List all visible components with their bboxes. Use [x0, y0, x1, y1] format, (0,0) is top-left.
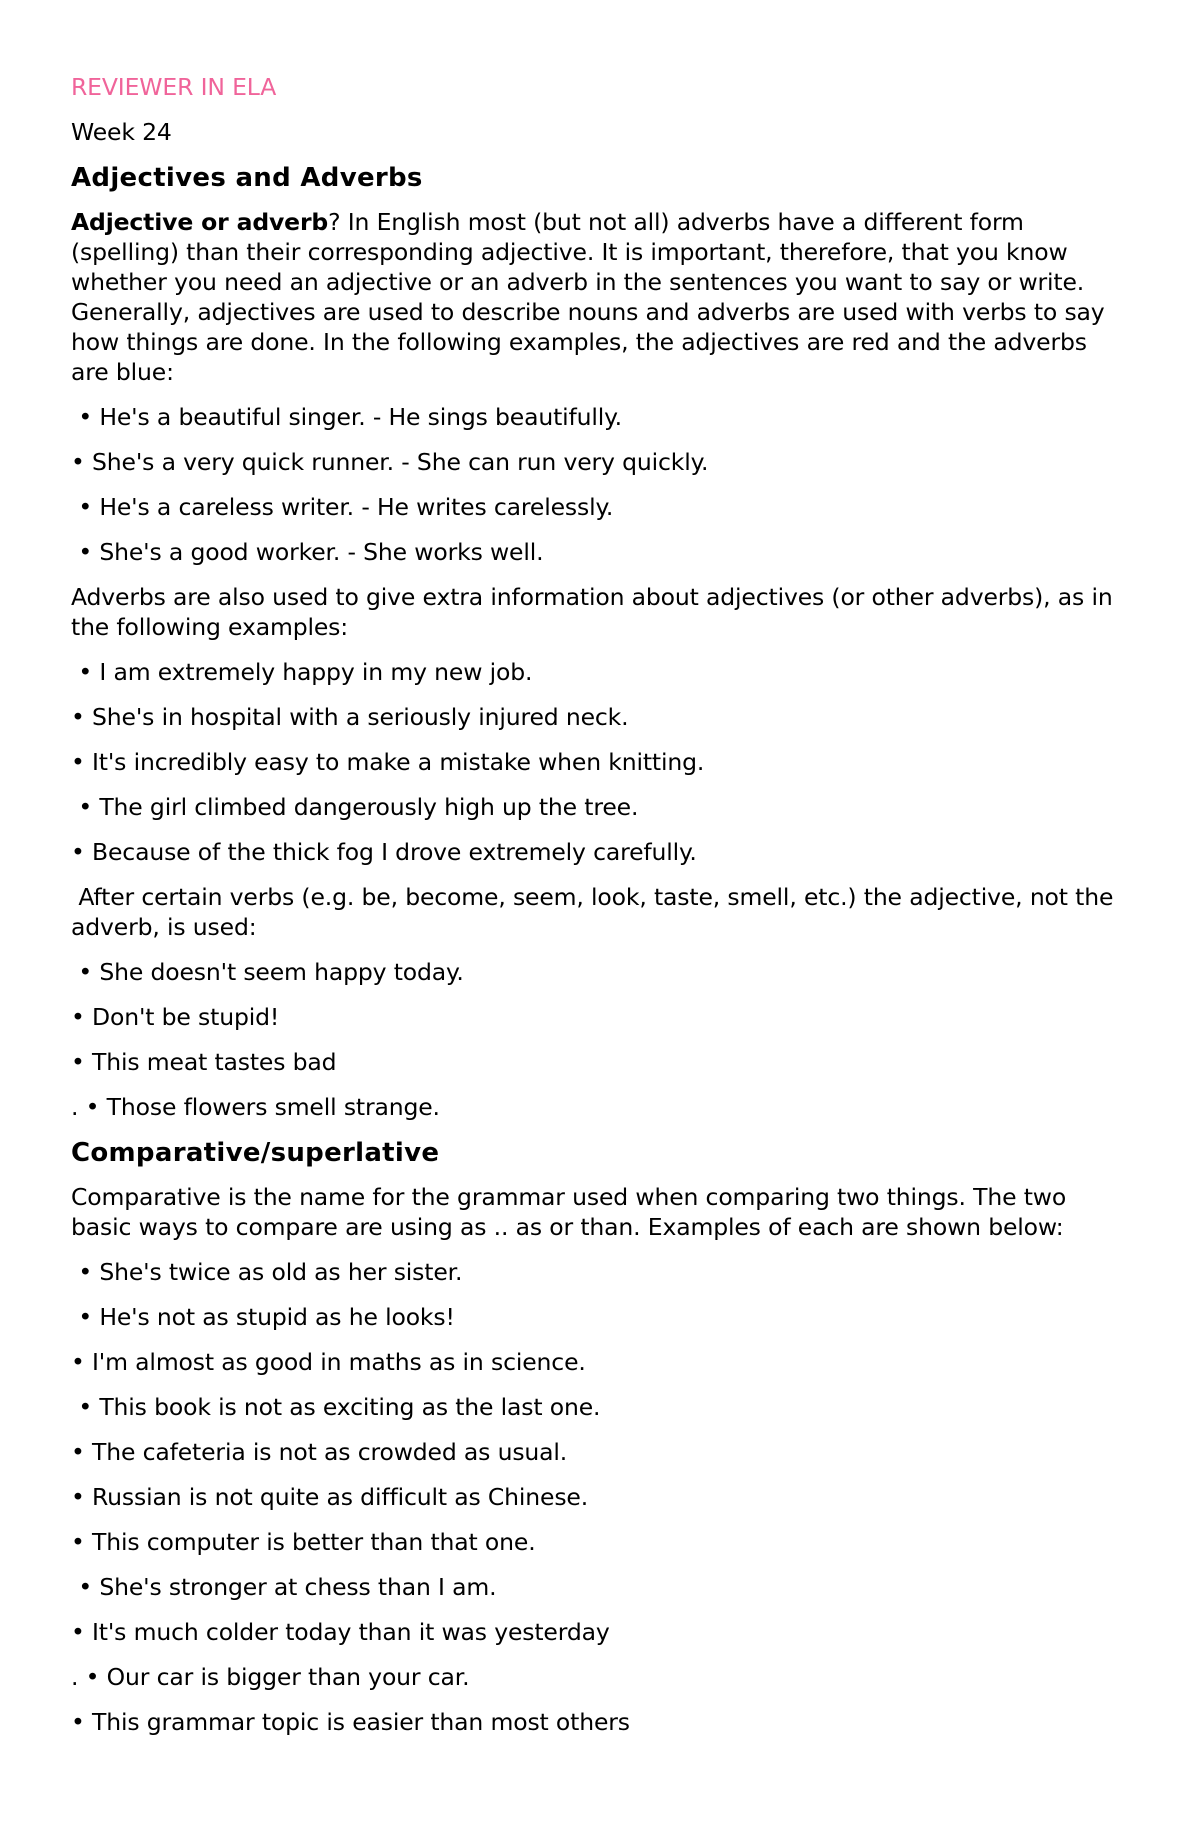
list-item: • He's not as stupid as he looks! [71, 1303, 455, 1331]
week-label: Week 24 [71, 118, 172, 146]
document-label: REVIEWER IN ELA [71, 73, 277, 101]
list-item: • I'm almost as good in maths as in science. [71, 1348, 586, 1376]
list-item: • This book is not as exciting as the last one. [71, 1393, 601, 1421]
comparative-intro-paragraph: Comparative is the name for the grammar used when comparing two things. The two basic ways to compare are using as .. as or than. Examples of each are shown below: [71, 1183, 1067, 1241]
list-item: • She's a good worker. - She works well. [71, 538, 544, 566]
list-item: • He's a beautiful singer. - He sings beautifully. [71, 403, 622, 431]
list-item: • I am extremely happy in my new job. [71, 658, 533, 686]
list-item: • It's incredibly easy to make a mistake when knitting. [71, 748, 705, 776]
intro-paragraph [71, 207, 1130, 387]
list-item: • She's in hospital with a seriously injured neck. [71, 703, 629, 731]
list-item: • This computer is better than that one. [71, 1528, 536, 1556]
intro-bold-term: Adjective or adverb [71, 208, 329, 236]
list-item: • She's twice as old as her sister. [71, 1258, 463, 1286]
list-item: • She's stronger at chess than I am. [71, 1573, 497, 1601]
list-item: • This grammar topic is easier than most others [71, 1708, 630, 1736]
list-item: . • Those flowers smell strange. [71, 1093, 440, 1121]
section-title-adjectives-adverbs: Adjectives and Adverbs [71, 163, 423, 193]
list-item: • She doesn't seem happy today. [71, 958, 464, 986]
list-item: • He's a careless writer. - He writes carelessly. [71, 493, 614, 521]
section-title-comparative-superlative: Comparative/superlative [71, 1138, 440, 1168]
list-item: • The girl climbed dangerously high up the tree. [71, 793, 639, 821]
list-item: • Because of the thick fog I drove extremely carefully. [71, 838, 697, 866]
list-item: • The cafeteria is not as crowded as usual. [71, 1438, 568, 1466]
list-item: • Russian is not quite as difficult as Chinese. [71, 1483, 589, 1511]
list-item: • Don't be stupid! [71, 1003, 280, 1031]
list-item: • She's a very quick runner. - She can run very quickly. [71, 448, 709, 476]
list-item: • It's much colder today than it was yesterday [71, 1618, 610, 1646]
adverbs-extra-info-paragraph: Adverbs are also used to give extra information about adjectives (or other adverbs), as in the following examples: [71, 583, 1113, 641]
intro-text: ? In English most (but not all) adverbs have a different form (spelling) than their corresponding adjective. It is important, therefore, that you know whether you need an adjective or an adverb in the sentences you want to say or write. Generally, adjectives are used to describe nouns and adverbs are used with verbs to say how things are done. In the following examples, the adjectives are red and the adverbs are blue: [71, 208, 1105, 386]
list-item: . • Our car is bigger than your car. [71, 1663, 470, 1691]
list-item: • This meat tastes bad [71, 1048, 337, 1076]
certain-verbs-paragraph: After certain verbs (e.g. be, become, seem, look, taste, smell, etc.) the adjective, not the adverb, is used: [71, 883, 1121, 941]
